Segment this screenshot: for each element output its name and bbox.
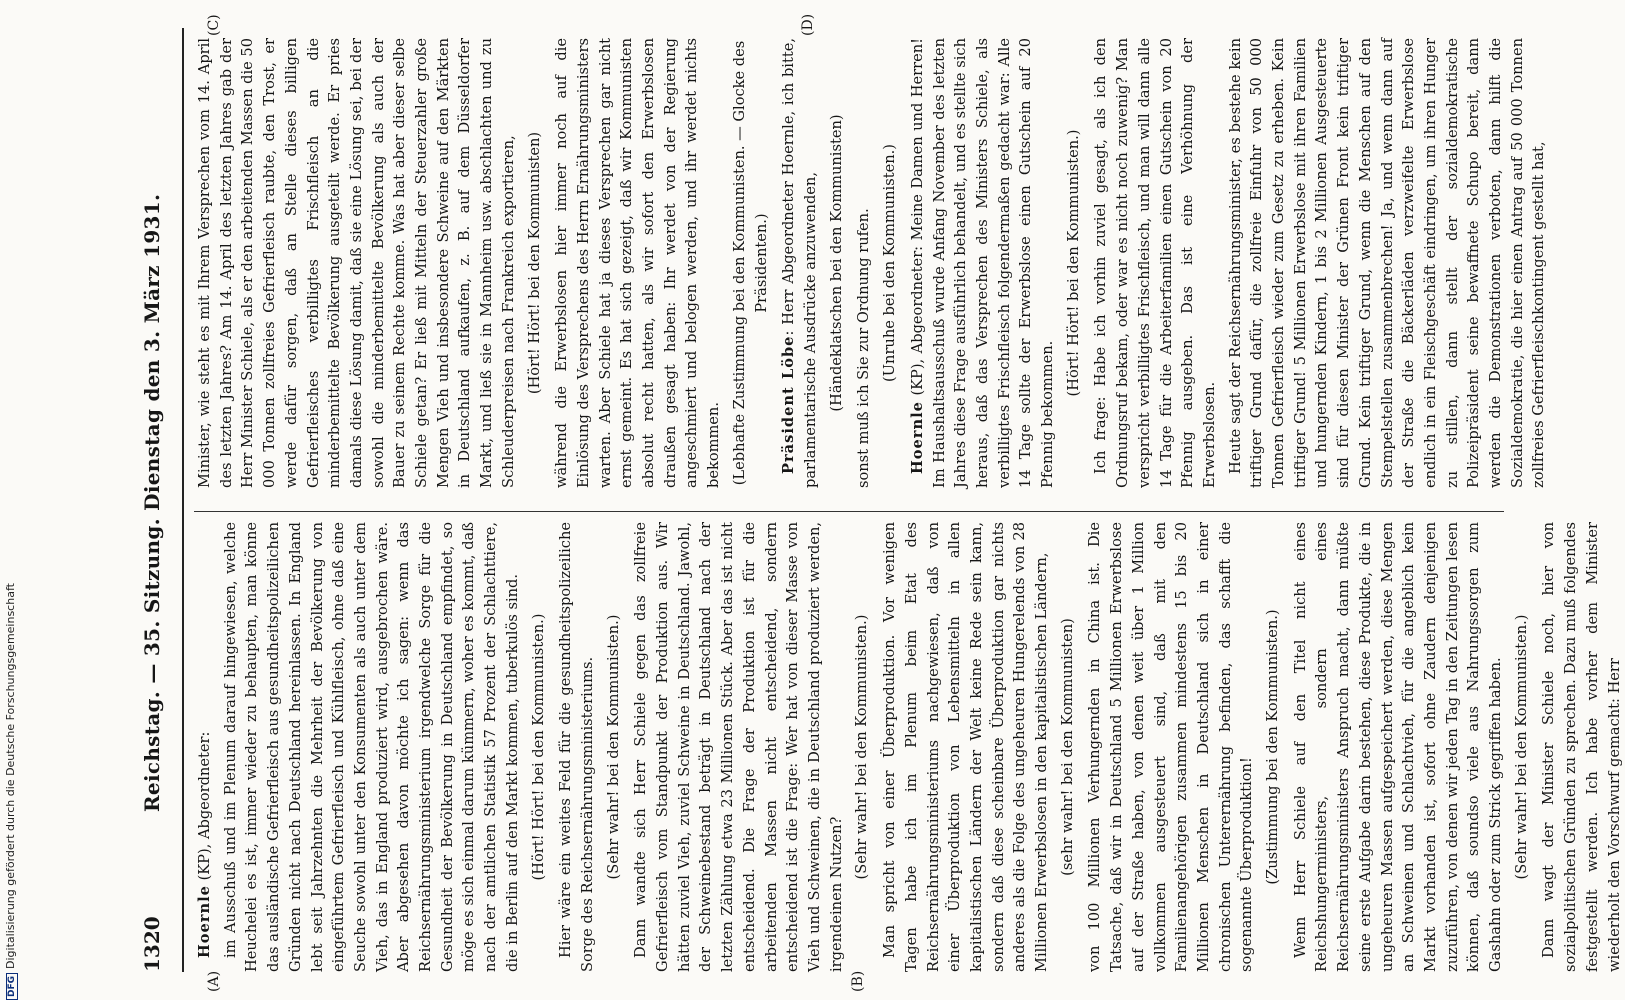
interjection: (Hört! Hört! bei den Kommunisten) <box>525 131 543 395</box>
interjection: (Zustimmung bei den Kommunisten.) <box>1264 609 1282 885</box>
paragraph: von 100 Millionen Verhungernden in China ist. Die Tatsache, daß wir in Deutschland 5 Millionen Erwerbslose auf der Straße haben, von denen weit über 1 Million vollkommen ausgesteuert sind, daß mit den Familienangehörigen zusammen mindestens 15 bis 20 Millionen Menschen in Deutschland sich in einer chronischen Unterernährung befinden, das schafft die sogenannte Überproduktion! <box>1086 522 1256 972</box>
margin-marker-b: (B) <box>850 970 866 992</box>
rotated-page <box>110 0 1623 1000</box>
interjection: (Sehr wahr! bei den Kommunisten.) <box>1512 614 1530 880</box>
speaker-name: Hoernle <box>196 885 213 958</box>
margin-marker-a: (A) <box>206 970 222 992</box>
header-rule <box>182 28 184 972</box>
interjection: (Unruhe bei den Kommunisten.) <box>881 144 899 382</box>
text-column-right <box>194 38 1548 488</box>
speaker-name: Hoernle <box>908 401 926 474</box>
interjection: (sehr wahr! bei den Kommunisten) <box>1058 618 1076 876</box>
text-column-left <box>194 522 1623 972</box>
page-header <box>134 28 174 972</box>
interjection: (Händeklatschen bei den Kommunisten) <box>827 114 845 412</box>
digitization-credit <box>2 0 20 1000</box>
credit-text: Digitalisierung gefördert durch die Deutsche Forschungsgemeinschaft <box>4 583 17 969</box>
page-inner <box>110 0 1623 1000</box>
dfg-logo-icon: DFG <box>6 973 18 1000</box>
interjection: (Sehr wahr! bei den Kommunisten.) <box>604 614 622 880</box>
paragraph: sonst muß ich Sie zur Ordnung rufen. <box>855 208 873 488</box>
paragraph: Hier wäre ein weites Feld für die gesundheitspolizeiliche Sorge des Reichsernährungsministeriums. <box>557 522 596 972</box>
page-number: 1320 <box>140 916 164 972</box>
paragraph: Dann wandte sich Herr Schiele gegen das zollfreie Gefrierfleisch vom Standpunkt der Produktion aus. Wir hätten zuviel Vieh, zuviel Schweine in Deutschland. Jawohl, der Schweinebestand beträgt in Deutschland nach der letzten Zählung etwa 23 Millionen Stück. Aber das ist nicht entscheidend. Die Frage der Produktion ist für die arbeitenden Massen nicht entscheidend, sondern entscheidend ist die Frage: Wer hat von dieser Masse von Vieh und Schweinen, die in Deutschland produziert werden, irgendeinen Nutzen? <box>632 522 845 972</box>
speaker-paragraph: Hoernle (KP), Abgeordneter: Meine Damen und Herren! Im Haushaltsausschuß wurde Anfang November des letzten Jahres diese Frage ausführlich behandelt, und es stellte sich heraus, daß das Versprechen des Ministers Schiele, als verbilligtes Frischfleisch folgendermaßen gedacht war: Alle 14 Tage sollte der Erwerbslose einen Gutschein auf 20 Pfennig bekommen. <box>908 38 1057 488</box>
paragraph: Wenn Herr Schiele auf den Titel nicht eines Reichshungerministers, sondern eines Reichsernährungsministers Anspruch macht, dann müßte seine erste Aufgabe darin bestehen, diese Produkte, die in ungeheuren Massen aufgespeichert werden, diese Mengen an Schweinen und Schlachtvieh, für die angeblich kein Markt vorhanden ist, sofort ohne Zaudern denjenigen zuzuführen, von denen wir jeden Tag in den Zeitungen lesen können, daß soundso viele aus Nahrungssorgen zum Gashahn oder zum Strick gegriffen haben. <box>1291 522 1505 972</box>
paragraph: Ich frage: Habe ich vorhin zuviel gesagt, als ich den Ordnungsruf bekam, oder war es nicht noch zuwenig? Man verspricht verbilligtes Frischfleisch, und man will dann alle 14 Tage für die Arbeiterfamilien einen Gutschein von 20 Pfennig ausgeben. Das ist eine Verhöhnung der Erwerbslosen. <box>1092 38 1218 488</box>
paragraph: Minister, wie steht es mit Ihrem Versprechen vom 14. April des letzten Jahres? Am 14. April des letzten Jahres gab der Herr Minister Schiele, als er den arbeitenden Massen die 50 000 Tonnen zollfreies Gefrierfleisch raubte, den Trost, er werde dafür sorgen, daß an Stelle dieses billigen Gefrierfleisches verbilligtes Frischfleisch an die minderbemittelte Bevölkerung ausgeteilt werde. Er pries damals diese Lösung damit, daß sie eine Lösung sei, bei der sowohl die minderbemittelte Bevölkerung als auch der Bauer zu seinem Rechte komme. Was hat aber dieser selbe Schiele getan? Er ließ mit Mitteln der Steuerzahler große Mengen Vieh und insbesondere Schweine auf den Märkten in Deutschland aufkaufen, z. B. auf dem Düsseldorfer Markt, und ließ sie in Mannheim usw. abschlachten und zu Schleuderpreisen nach Frankreich exportieren, <box>196 38 517 488</box>
speaker-name: Präsident Löbe <box>780 335 798 474</box>
paragraph: im Ausschuß und im Plenum darauf hingewiesen, welche Heuchelei es ist, immer wieder zu behaupten, man könne das ausländische Gefrierfleisch aus gesundheitspolizeilichen Gründen nicht nach Deutschland hereinlassen. In England lebt seit Jahrzehnten die Mehrheit der Bevölkerung von eingeführtem Gefrierfleisch und Kühlfleisch, ohne daß eine Seuche sowohl unter den Konsumenten als auch unter dem Vieh, das in England produziert wird, ausgebrochen wäre. Aber abgesehen davon möchte ich sagen: wenn das Reichsernährungsministerium irgendwelche Sorge für die Gesundheit der Bevölkerung in Deutschland empfindet, so möge es sich einmal darum kümmern, woher es kommt, daß nach der amtlichen Statistik 57 Prozent der Schlachttiere, die in Berlin auf den Markt kommen, tuberkulös sind. <box>221 522 521 972</box>
paragraph: während die Erwerbslosen hier immer noch auf die Einlösung des Versprechens des Herrn Ernährungsministers warten. Aber Schiele hat ja dieses Versprechen gar nicht ernst gemeint. Es hat sich gezeigt, daß wir Kommunisten absolut recht hatten, als wir sofort den Erwerbslosen draußen gesagt haben: Ihr werdet von der Regierung angeschmiert und belogen werden, und ihr werdet nichts bekommen. <box>553 38 723 488</box>
interjection: (Hört! Hört! bei den Kommunisten.) <box>1064 129 1082 397</box>
margin-marker-d: (D) <box>800 13 816 36</box>
interjection: (Sehr wahr! bei den Kommunisten.) <box>853 614 871 880</box>
paragraph: Man spricht von einer Überproduktion. Vor wenigen Tagen habe ich im Plenum beim Etat des Reichsernährungsministeriums nachgewiesen, daß von einer Überproduktion von Lebensmitteln in allen kapitalistischen Ländern der Welt keine Rede sein kann, sondern daß diese scheinbare Überproduktion gar nichts anderes als die Folge des ungeheuren Hungerelends von 28 Millionen Erwerbslosen in den kapitalistischen Ländern, <box>881 522 1051 972</box>
interjection: (Lebhafte Zustimmung bei den Kommunisten. — Glocke des Präsidenten.) <box>730 40 770 486</box>
speaker-paragraph: Hoernle (KP), Abgeordneter: <box>196 731 213 958</box>
paragraph: Dann wagt der Minister Schiele noch, hier von sozialpolitischen Gründen zu sprechen. Dazu muß folgendes festgestellt werden. Ich habe vorher dem Minister wiederholt den Vorschwurf gemacht: Herr <box>1540 522 1623 972</box>
interjection: (Hört! Hört! bei den Kommunisten.) <box>529 613 547 881</box>
column-divider <box>194 511 1504 512</box>
paragraph: Heute sagt der Reichsernährungsminister, es bestehe kein triftiger Grund dafür, die zollfreie Einfuhr von 50 000 Tonnen Gefrierfleisch wieder zum Gesetz zu erheben. Kein triftiger Grund! 5 Millionen Erwerbslose mit ihren Familien und hungernden Kindern, 1 bis 2 Millionen Ausgesteuerte sind für diesen Minister der Grünen Front kein triftiger Grund. Kein triftiger Grund, wenn die Menschen auf den Stempelstellen zusammenbrechen! Ja, und wenn dann auf der Straße die Bäckerläden verzweifelte Erwerbslose endlich in ein Fleischgeschäft eindringen, um ihren Hunger zu stillen, dann stellt der sozialdemokratische Polizeipräsident seine bewaffnete Schupo bereit, dann werden die Demonstrationen verboten, dann hilft die Sozialdemokratie, die hier einen Antrag auf 50 000 Tonnen zollfreies Gefrierfleischkontingent gestellt hat, <box>1226 38 1548 488</box>
page-title: Reichstag. — 35. Sitzung. Dienstag den 3. März 1931. <box>140 193 164 812</box>
speaker-paragraph: Präsident Löbe: Herr Abgeordneter Hoernle, ich bitte, parlamentarische Ausdrücke anzuwenden, <box>780 38 819 488</box>
margin-marker-c: (C) <box>206 14 222 36</box>
